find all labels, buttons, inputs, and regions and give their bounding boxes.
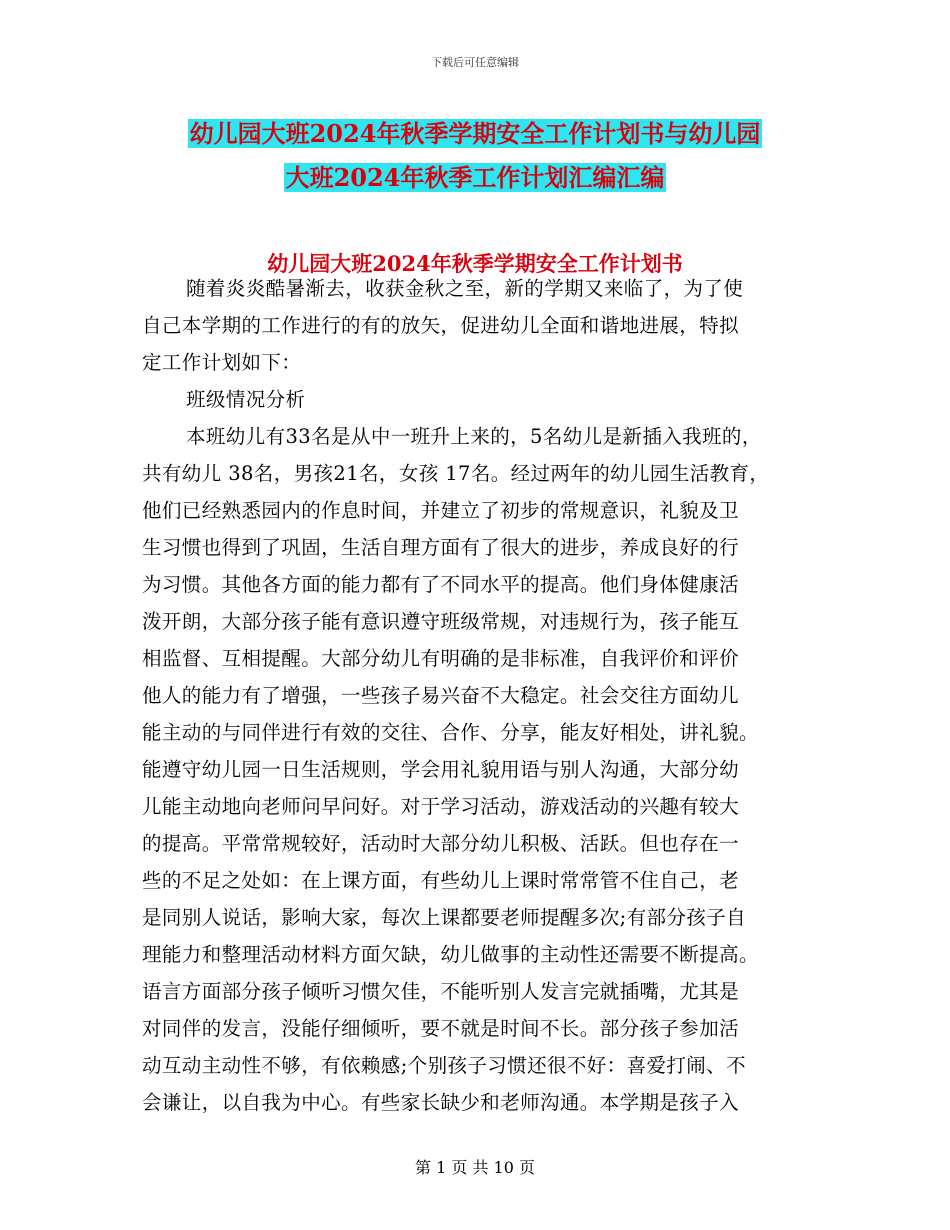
paragraph-line: 他们已经熟悉园内的作息时间，并建立了初步的常规意识，礼貌及卫 bbox=[142, 499, 740, 522]
paragraph-line: 自己本学期的工作进行的有的放矢，促进幼儿全面和谐地进展，特拟 bbox=[142, 314, 740, 337]
paragraph-line: 随着炎炎酷暑渐去，收获金秋之至，新的学期又来临了，为了使 bbox=[186, 277, 744, 300]
section-heading: 班级情况分析 bbox=[186, 388, 306, 411]
page-number-footer: 第 1 页 共 10 页 bbox=[415, 1158, 535, 1177]
paragraph-line: 动互动主动性不够，有依赖感;个别孩子习惯还很不好：喜爱打闹、不 bbox=[142, 1054, 746, 1077]
paragraph-line: 为习惯。其他各方面的能力都有了不同水平的提高。他们身体健康活 bbox=[142, 573, 740, 596]
paragraph-line: 是同别人说话，影响大家，每次上课都要老师提醒多次;有部分孩子自 bbox=[142, 906, 746, 929]
section-title: 幼儿园大班2024年秋季学期安全工作计划书 bbox=[267, 251, 683, 276]
paragraph-line: 共有幼儿 38名，男孩21名，女孩 17名。经过两年的幼儿园生活教育， bbox=[142, 462, 770, 485]
paragraph-line: 本班幼儿有33名是从中一班升上来的，5名幼儿是新插入我班的， bbox=[186, 425, 762, 448]
document-title-line-2: 大班2024年秋季工作计划汇编汇编 bbox=[285, 163, 665, 192]
paragraph-line: 的提高。平常常规较好，活动时大部分幼儿积极、活跃。但也存在一 bbox=[142, 832, 740, 855]
paragraph-line: 儿能主动地向老师问早问好。对于学习活动，游戏活动的兴趣有较大 bbox=[142, 795, 740, 818]
paragraph-line: 定工作计划如下： bbox=[142, 351, 302, 374]
paragraph-line: 能遵守幼儿园一日生活规则，学会用礼貌用语与别人沟通，大部分幼 bbox=[142, 758, 740, 781]
document-title-line-1: 幼儿园大班2024年秋季学期安全工作计划书与幼儿园 bbox=[189, 119, 761, 148]
paragraph-line: 泼开朗，大部分孩子能有意识遵守班级常规，对违规行为，孩子能互 bbox=[142, 610, 740, 633]
paragraph-line: 理能力和整理活动材料方面欠缺，幼儿做事的主动性还需要不断提高。 bbox=[142, 943, 759, 966]
paragraph-line: 他人的能力有了增强，一些孩子易兴奋不大稳定。社会交往方面幼儿 bbox=[142, 684, 740, 707]
paragraph-line: 语言方面部分孩子倾听习惯欠佳，不能听别人发言完就插嘴，尤其是 bbox=[142, 980, 740, 1003]
paragraph-line: 些的不足之处如：在上课方面，有些幼儿上课时常常管不住自己，老 bbox=[142, 869, 740, 892]
paragraph-line: 会谦让，以自我为中心。有些家长缺少和老师沟通。本学期是孩子入 bbox=[142, 1091, 740, 1114]
paragraph-line: 相监督、互相提醒。大部分幼儿有明确的是非标准，自我评价和评价 bbox=[142, 647, 740, 670]
header-note: 下载后可任意编辑 bbox=[431, 56, 519, 69]
paragraph-line: 生习惯也得到了巩固，生活自理方面有了很大的进步，养成良好的行 bbox=[142, 536, 740, 559]
paragraph-line: 能主动的与同伴进行有效的交往、合作、分享，能友好相处，讲礼貌。 bbox=[142, 721, 759, 744]
paragraph-line: 对同伴的发言，没能仔细倾听，要不就是时间不长。部分孩子参加活 bbox=[142, 1017, 740, 1040]
